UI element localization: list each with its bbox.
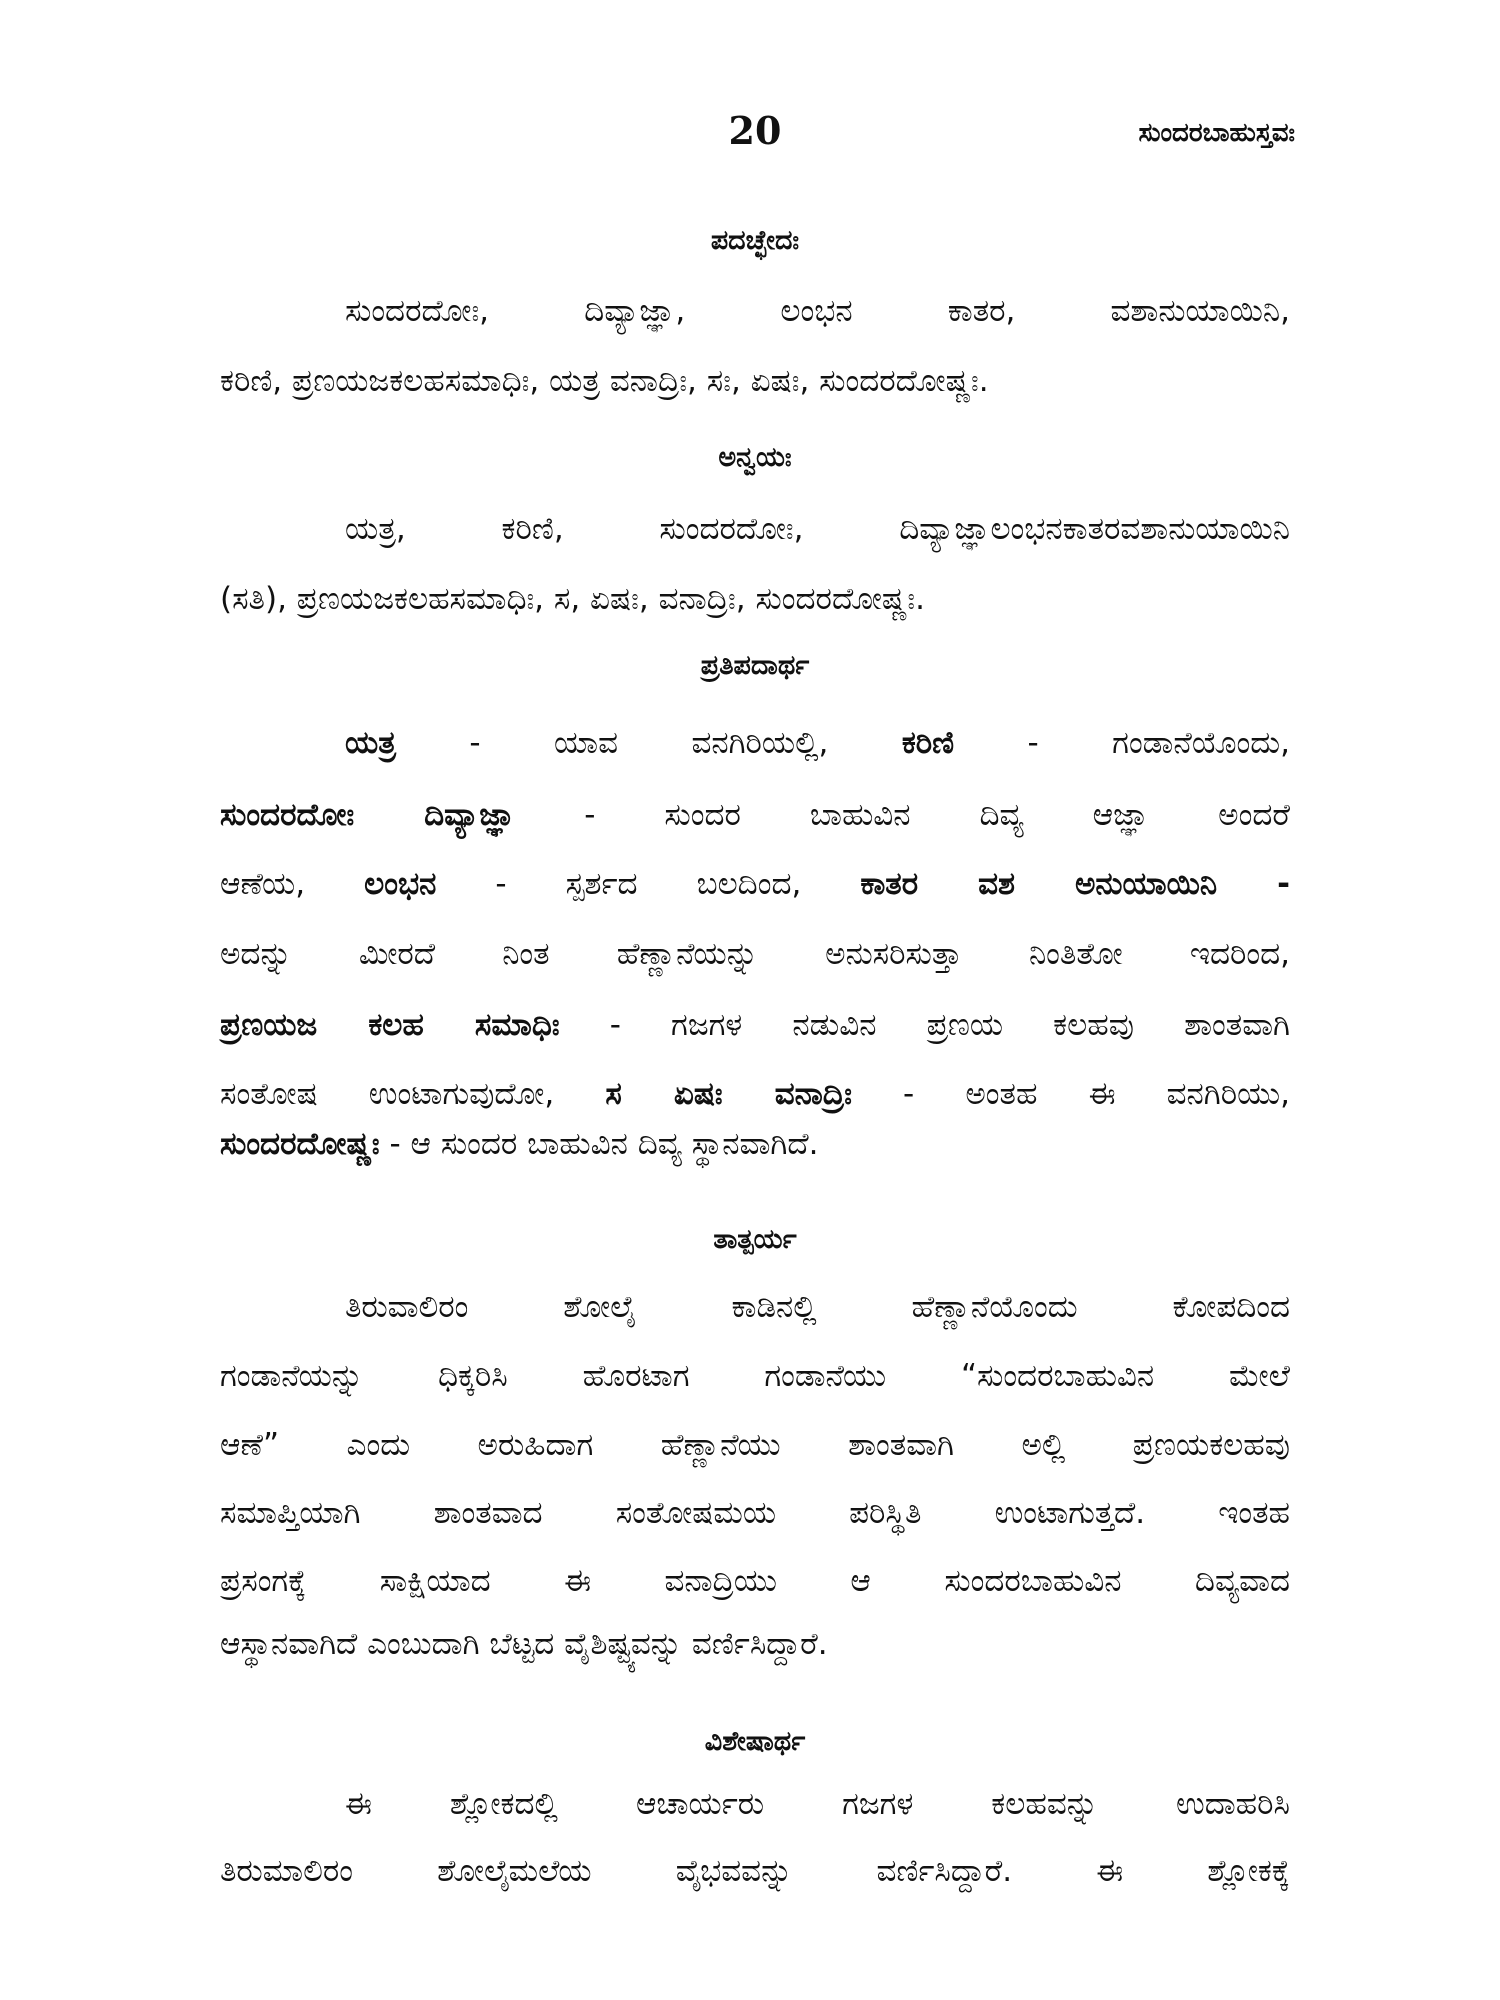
tatparya-line: ಗಂಡಾನೆಯನ್ನು ಧಿಕ್ಕರಿಸಿ ಹೊರಟಾಗ ಗಂಡಾನೆಯು “ಸುಂದರಬಾಹುವಿನ ಮೇಲೆ: [220, 1358, 1290, 1394]
anvaya-heading: ಅನ್ವಯಃ: [718, 442, 792, 473]
term: ಯತ್ರ: [345, 725, 396, 761]
visheshartha-line: ತಿರುಮಾಲಿರಂ ಶೋಲೈಮಲೆಯ ವೈಭವವನ್ನು ವರ್ಣಿಸಿದ್ದಾರೆ. ಈ ಶ್ಲೋಕಕ್ಕೆ: [220, 1853, 1290, 1889]
meaning: - ಸ್ಪರ್ಶದ ಬಲದಿಂದ,: [436, 866, 861, 902]
page-number: 20: [728, 108, 782, 153]
meaning: ಅದನ್ನು ಮೀರದೆ ನಿಂತ ಹೆಣ್ಣಾನೆಯನ್ನು ಅನುಸರಿಸುತ್ತಾ ನಿಂತಿತೋ ಇದರಿಂದ,: [220, 936, 1290, 972]
term: ಕಾತರ ವಶ ಅನುಯಾಯಿನಿ -: [860, 866, 1290, 902]
pratipadartha-line: [220, 862, 1290, 906]
meaning: - ಯಾವ ವನಗಿರಿಯಲ್ಲಿ,: [395, 725, 902, 761]
meaning: - ಅಂತಹ ಈ ವನಗಿರಿಯು,: [851, 1076, 1290, 1112]
meaning: - ಸುಂದರ ಬಾಹುವಿನ ದಿವ್ಯ ಆಜ್ಞಾ ಅಂದರೆ: [515, 797, 1290, 833]
meaning: - ಆ ಸುಂದರ ಬಾಹುವಿನ ದಿವ್ಯ ಸ್ಥಾನವಾಗಿದೆ.: [379, 1126, 819, 1162]
term: ಸ ಏಷಃ ವನಾದ್ರಿಃ: [605, 1076, 852, 1112]
pratipadartha-line: [345, 721, 1290, 765]
term: ಸುಂದರದೋಷ್ಣಃ: [220, 1126, 380, 1162]
term: ಪ್ರಣಯಜ ಕಲಹ ಸಮಾಧಿಃ: [220, 1007, 560, 1043]
anvaya-line: (ಸತಿ), ಪ್ರಣಯಜಕಲಹಸಮಾಧಿಃ, ಸ, ಏಷಃ, ವನಾದ್ರಿಃ, ಸುಂದರದೋಷ್ಣಃ.: [220, 581, 925, 617]
tatparya-line: ಸಮಾಪ್ತಿಯಾಗಿ ಶಾಂತವಾದ ಸಂತೋಷಮಯ ಪರಿಸ್ಥಿತಿ ಉಂಟಾಗುತ್ತದೆ. ಇಂತಹ: [220, 1495, 1290, 1531]
term: ಲಂಭನ: [364, 866, 437, 902]
padacheda-line: ಸುಂದರದೋಃ, ದಿವ್ಯಾಜ್ಞಾ, ಲಂಭನ ಕಾತರ, ವಶಾನುಯಾಯಿನಿ,: [345, 293, 1290, 329]
meaning: - ಗಂಡಾನೆಯೊಂದು,: [954, 725, 1290, 761]
term: ಸುಂದರದೋಃ ದಿವ್ಯಾಜ್ಞಾ: [220, 797, 516, 833]
pratipadartha-line: [220, 1122, 1290, 1166]
visheshartha-heading: ವಿಶೇಷಾರ್ಥ: [704, 1726, 806, 1757]
term: ಕರಿಣಿ: [901, 725, 955, 761]
anvaya-line: ಯತ್ರ, ಕರಿಣಿ, ಸುಂದರದೋಃ, ದಿವ್ಯಾಜ್ಞಾಲಂಭನಕಾತರವಶಾನುಯಾಯಿನಿ: [345, 511, 1290, 547]
tatparya-line: ಪ್ರಸಂಗಕ್ಕೆ ಸಾಕ್ಷಿಯಾದ ಈ ವನಾದ್ರಿಯು ಆ ಸುಂದರಬಾಹುವಿನ ದಿವ್ಯವಾದ: [220, 1563, 1290, 1599]
pratipadartha-line: [220, 1072, 1290, 1116]
meaning: ಸಂತೋಷ ಉಂಟಾಗುವುದೋ,: [220, 1076, 606, 1112]
tatparya-heading: ತಾತ್ಪರ್ಯ: [713, 1224, 797, 1255]
running-title: ಸುಂದರಬಾಹುಸ್ತವಃ: [1138, 118, 1295, 148]
padacheda-heading: ಪದಚ್ಛೇದಃ: [710, 225, 800, 256]
tatparya-line: ಆಣೆ” ಎಂದು ಅರುಹಿದಾಗ ಹೆಣ್ಣಾನೆಯು ಶಾಂತವಾಗಿ ಅಲ್ಲಿ ಪ್ರಣಯಕಲಹವು: [220, 1427, 1290, 1463]
meaning: - ಗಜಗಳ ನಡುವಿನ ಪ್ರಣಯ ಕಲಹವು ಶಾಂತವಾಗಿ: [559, 1007, 1291, 1043]
pratipadartha-line: [220, 932, 1290, 976]
pratipadartha-line: [220, 793, 1290, 837]
visheshartha-line: ಈ ಶ್ಲೋಕದಲ್ಲಿ ಆಚಾರ್ಯರು ಗಜಗಳ ಕಲಹವನ್ನು ಉದಾಹರಿಸಿ: [345, 1786, 1290, 1822]
pratipadartha-heading: ಪ್ರತಿಪದಾರ್ಥ: [700, 650, 810, 681]
tatparya-line: ಆಸ್ಥಾನವಾಗಿದೆ ಎಂಬುದಾಗಿ ಬೆಟ್ಟದ ವೈಶಿಷ್ಟ್ಯವನ್ನು ವರ್ಣಿಸಿದ್ದಾರೆ.: [220, 1626, 828, 1662]
tatparya-line: ತಿರುವಾಲಿರಂ ಶೋಲೈ ಕಾಡಿನಲ್ಲಿ ಹೆಣ್ಣಾನೆಯೊಂದು ಕೋಪದಿಂದ: [345, 1289, 1290, 1325]
meaning: ಆಣೆಯ,: [220, 866, 365, 902]
pratipadartha-line: [220, 1003, 1290, 1047]
padacheda-line: ಕರಿಣಿ, ಪ್ರಣಯಜಕಲಹಸಮಾಧಿಃ, ಯತ್ರ ವನಾದ್ರಿಃ, ಸಃ, ಏಷಃ, ಸುಂದರದೋಷ್ಣಃ.: [220, 363, 989, 399]
